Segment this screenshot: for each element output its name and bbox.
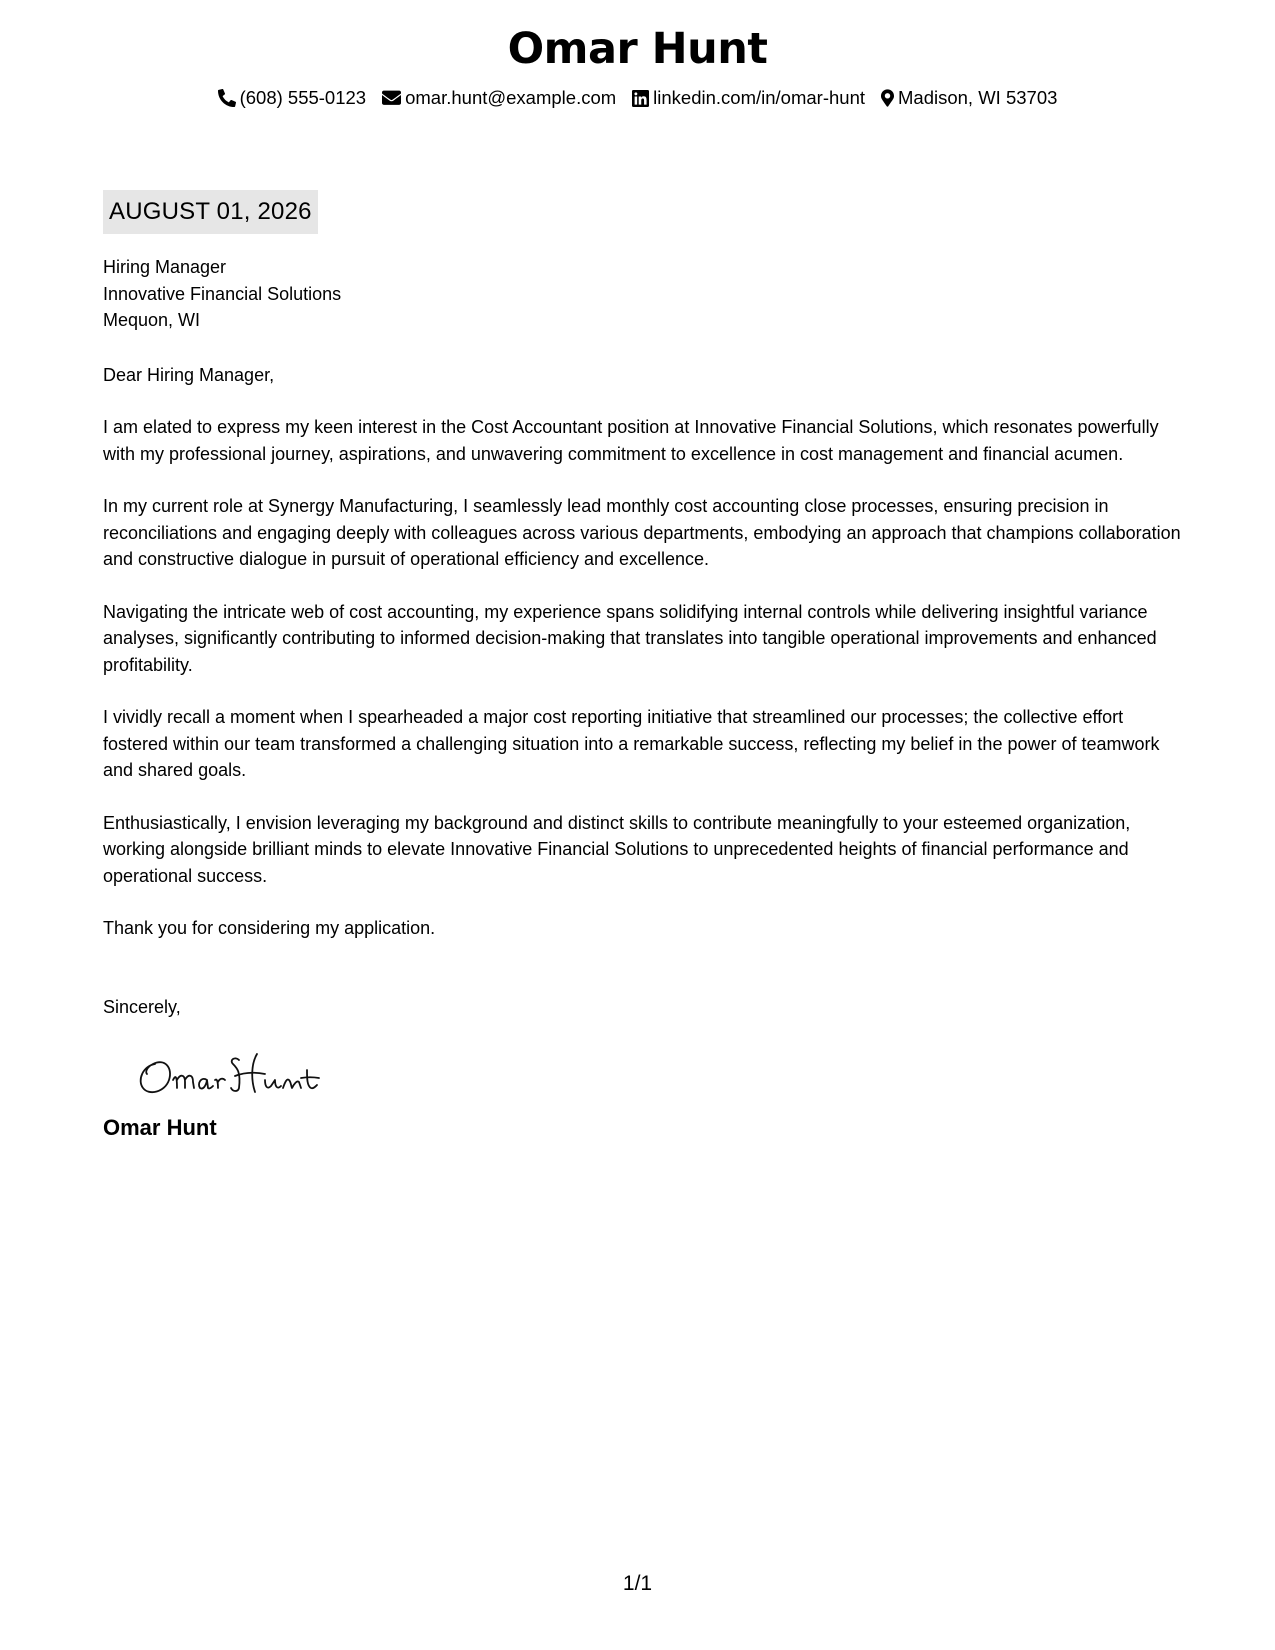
- handwritten-signature: [135, 1042, 1183, 1102]
- contact-email[interactable]: [382, 86, 616, 110]
- contact-location-text: Madison, WI 53703: [898, 87, 1058, 108]
- body-paragraph: Enthusiastically, I envision leveraging my background and distinct skills to contribute meaningfully to your esteemed organization, working alongside brilliant minds to elevate Innovative Financial Solutions to unprecedented heights of financial performance and operational success.: [103, 812, 1131, 886]
- envelope-icon: [382, 90, 401, 106]
- contact-linkedin[interactable]: [632, 86, 865, 110]
- contact-linkedin-text: linkedin.com/in/omar-hunt: [653, 87, 865, 108]
- recipient-location: Mequon, WI: [103, 310, 201, 330]
- contact-bar: [0, 86, 1275, 110]
- phone-icon: [218, 89, 236, 107]
- applicant-name: Omar Hunt: [507, 24, 768, 74]
- signer-name: Omar Hunt: [103, 1115, 217, 1140]
- page-number: 1/1: [622, 1572, 653, 1595]
- contact-phone-text: (608) 555-0123: [239, 87, 367, 108]
- letter-body: [103, 190, 1183, 1142]
- contact-email-text: omar.hunt@example.com: [405, 87, 617, 108]
- linkedin-icon: [632, 90, 649, 107]
- letter-date: AUGUST 01, 2026: [103, 190, 318, 234]
- body-paragraph: In my current role at Synergy Manufacturing, I seamlessly lead monthly cost accounting close processes, ensuring precision in reconciliations and engaging deeply with colleagues across various departments, embodying an approach that champions collaboration and constructive dialogue in pursuit of operational efficiency and excellence.: [103, 496, 1181, 569]
- salutation: Dear Hiring Manager,: [103, 364, 275, 385]
- recipient-block: [103, 254, 1183, 334]
- body-paragraph: I am elated to express my keen interest in the Cost Accountant position at Innovative Financial Solutions, which resonates powerfully with my professional journey, aspirations, and unwavering commitment to excellence in cost management and financial acumen.: [103, 417, 1159, 464]
- body-paragraph: Navigating the intricate web of cost accounting, my experience spans solidifying internal controls while delivering insightful variance analyses, significantly contributing to informed decision-making that translates into tangible operational improvements and enhanced profitability.: [103, 601, 1157, 675]
- recipient-title: Hiring Manager: [103, 257, 227, 277]
- letter-header: [0, 22, 1275, 110]
- body-paragraph: I vividly recall a moment when I spearheaded a major cost reporting initiative that streamlined our processes; the collective effort fostered within our team transformed a challenging situation into a remarkable success, reflecting my belief in the power of teamwork and shared goals.: [103, 707, 1160, 780]
- recipient-company: Innovative Financial Solutions: [103, 283, 342, 304]
- closing: Sincerely,: [103, 996, 181, 1017]
- contact-location: [881, 86, 1057, 110]
- body-paragraph: Thank you for considering my application.: [103, 918, 436, 938]
- map-pin-icon: [881, 89, 894, 107]
- contact-phone: [218, 86, 367, 110]
